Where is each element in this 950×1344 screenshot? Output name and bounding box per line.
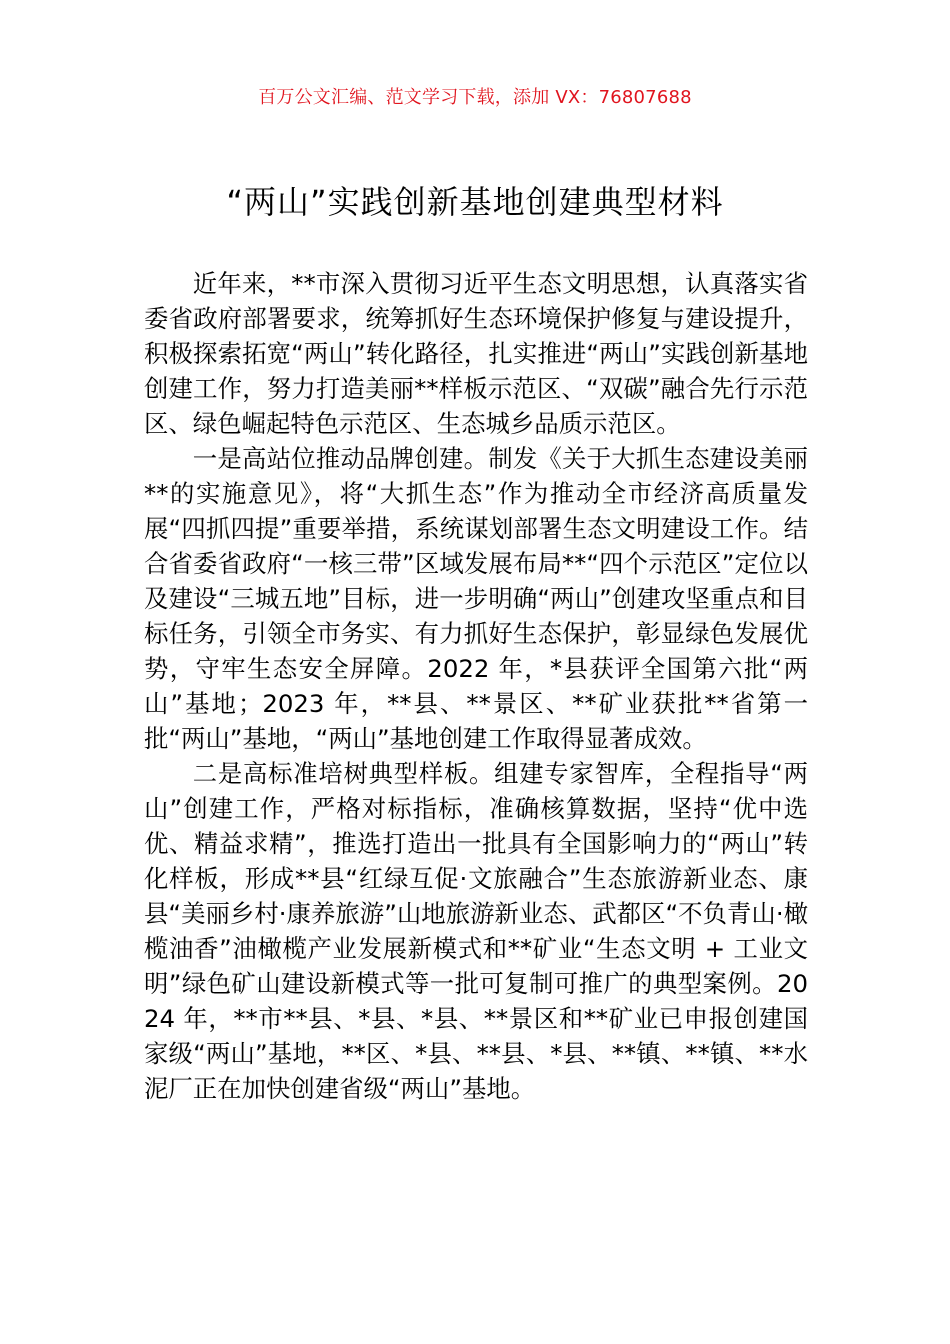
paragraph-typical-models: 二是高标准培树典型样板。组建专家智库，全程指导“两山”创建工作，严格对标指标，准确核算数据，坚持“优中选优、精益求精”，推选打造出一批具有全国影响力的“两山”转化样板，形成**县“红绿互促·文旅融合”生态旅游新业态、康县“美丽乡村·康养旅游”山地旅游新业态、武都区“不负青山·橄榄油香”油橄榄产业发展新模式和**矿业“生态文明 + 工业文明”绿色矿山建设新模式等一批可复制可推广的典型案例。2024 年，**市**县、*县、*县、**景区和**矿业已申报创建国家级“两山”基地，**区、*县、**县、*县、**镇、**镇、**水泥厂正在加快创建省级“两山”基地。	[144, 759, 808, 1103]
document-title: “两山”实践创新基地创建典型材料	[226, 183, 724, 221]
header-watermark-note: 百万公文汇编、范文学习下载，添加 VX：76807688	[258, 87, 692, 108]
paragraph-intro: 近年来，**市深入贯彻习近平生态文明思想，认真落实省委省政府部署要求，统筹抓好生态环境保护修复与建设提升，积极探索拓宽“两山”转化路径，扎实推进“两山”实践创新基地创建工作，努力打造美丽**样板示范区、“双碳”融合先行示范区、绿色崛起特色示范区、生态城乡品质示范区。	[144, 269, 808, 438]
paragraph-brand-creation: 一是高站位推动品牌创建。制发《关于大抓生态建设美丽**的实施意见》，将“大抓生态”作为推动全市经济高质量发展“四抓四提”重要举措，系统谋划部署生态文明建设工作。结合省委省政府“一核三带”区域发展布局**“四个示范区”定位以及建设“三城五地”目标，进一步明确“两山”创建攻坚重点和目标任务，引领全市务实、有力抓好生态保护，彰显绿色发展优势，守牢生态安全屏障。2022 年，*县获评全国第六批“两山”基地；2023 年，**县、**景区、**矿业获批**省第一批“两山”基地，“两山”基地创建工作取得显著成效。	[144, 444, 808, 753]
document-body	[144, 266, 808, 1106]
